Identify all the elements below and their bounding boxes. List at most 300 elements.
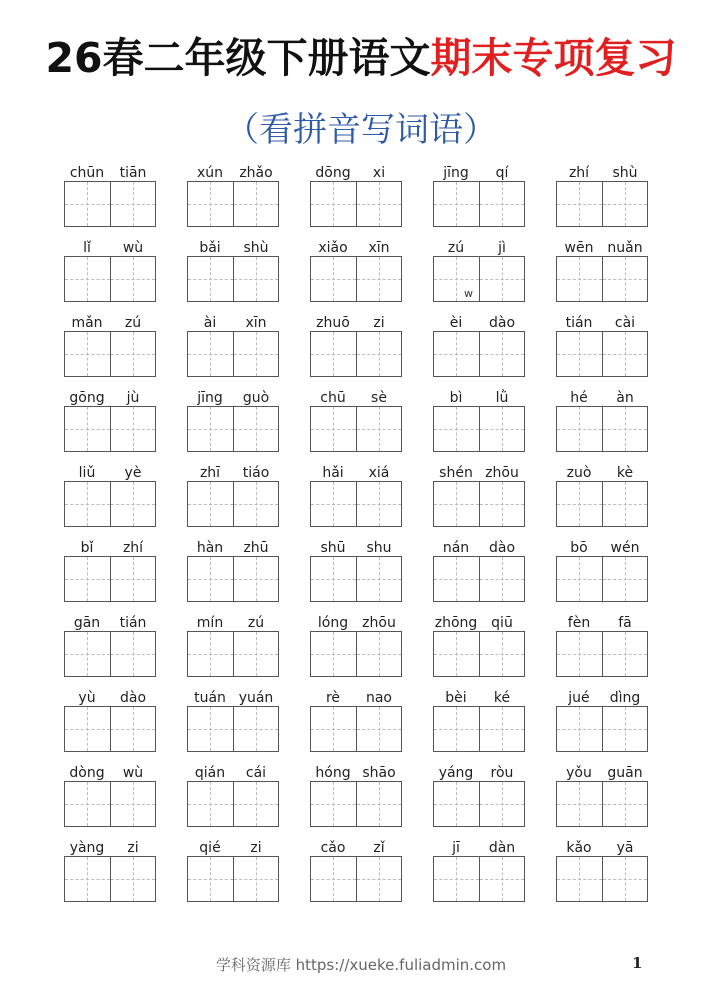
writing-boxes bbox=[310, 856, 402, 902]
pinyin-row bbox=[187, 164, 279, 182]
pinyin-syllable: xīn bbox=[245, 315, 267, 331]
tian-zi-box[interactable] bbox=[356, 707, 402, 751]
pinyin-row bbox=[310, 689, 402, 707]
tian-zi-box[interactable] bbox=[110, 782, 156, 826]
tian-zi-box[interactable] bbox=[479, 182, 525, 226]
writing-boxes bbox=[187, 331, 279, 377]
tian-zi-box[interactable] bbox=[557, 557, 602, 601]
word-item bbox=[310, 460, 402, 527]
pinyin-row bbox=[556, 839, 648, 857]
page-subtitle: （看拼音写词语） bbox=[225, 110, 497, 150]
word-item bbox=[187, 310, 279, 377]
tian-zi-box[interactable] bbox=[602, 857, 648, 901]
pinyin-syllable: qié bbox=[199, 840, 221, 856]
tian-zi-box[interactable] bbox=[311, 632, 356, 676]
writing-boxes bbox=[187, 556, 279, 602]
stray-mark: w bbox=[464, 287, 473, 300]
tian-zi-box[interactable] bbox=[434, 482, 479, 526]
tian-zi-box[interactable] bbox=[311, 857, 356, 901]
pinyin-row bbox=[187, 764, 279, 782]
pinyin-syllable: nao bbox=[365, 690, 393, 706]
pinyin-syllable: lǐ bbox=[83, 240, 91, 256]
tian-zi-box[interactable] bbox=[557, 782, 602, 826]
page-number: 1 bbox=[632, 954, 643, 972]
pinyin-syllable: zhōu bbox=[485, 465, 519, 481]
tian-zi-box[interactable] bbox=[602, 557, 648, 601]
tian-zi-box[interactable] bbox=[557, 407, 602, 451]
pinyin-row bbox=[64, 539, 156, 557]
tian-zi-box[interactable] bbox=[356, 557, 402, 601]
pinyin-row bbox=[64, 314, 156, 332]
tian-zi-box[interactable] bbox=[233, 782, 279, 826]
word-item bbox=[310, 235, 402, 302]
pinyin-syllable: jù bbox=[126, 390, 140, 406]
tian-zi-box[interactable] bbox=[479, 707, 525, 751]
writing-boxes bbox=[433, 481, 525, 527]
pinyin-syllable: shāo bbox=[362, 765, 396, 781]
pinyin-syllable: shén bbox=[439, 465, 473, 481]
pinyin-row bbox=[310, 839, 402, 857]
pinyin-syllable: shu bbox=[366, 540, 392, 556]
pinyin-row bbox=[433, 314, 525, 332]
pinyin-syllable: qí bbox=[495, 165, 509, 181]
pinyin-row bbox=[64, 389, 156, 407]
tian-zi-box[interactable] bbox=[65, 707, 110, 751]
word-item bbox=[187, 610, 279, 677]
writing-boxes bbox=[64, 631, 156, 677]
word-grid bbox=[64, 160, 648, 905]
pinyin-syllable: nán bbox=[442, 540, 470, 556]
word-item bbox=[310, 610, 402, 677]
pinyin-row bbox=[187, 689, 279, 707]
pinyin-row bbox=[433, 839, 525, 857]
pinyin-syllable: zuò bbox=[566, 465, 592, 481]
tian-zi-box[interactable] bbox=[110, 632, 156, 676]
word-item bbox=[64, 535, 156, 602]
pinyin-syllable: zi bbox=[373, 315, 385, 331]
word-item bbox=[187, 760, 279, 827]
tian-zi-box[interactable] bbox=[311, 407, 356, 451]
tian-zi-box[interactable] bbox=[188, 632, 233, 676]
writing-boxes bbox=[556, 781, 648, 827]
word-item bbox=[556, 835, 648, 902]
writing-boxes bbox=[64, 706, 156, 752]
word-item bbox=[556, 685, 648, 752]
word-item bbox=[64, 685, 156, 752]
tian-zi-box[interactable] bbox=[65, 857, 110, 901]
word-item bbox=[556, 385, 648, 452]
pinyin-syllable: bèi bbox=[445, 690, 467, 706]
writing-boxes bbox=[64, 556, 156, 602]
tian-zi-box[interactable] bbox=[65, 557, 110, 601]
word-item bbox=[64, 385, 156, 452]
writing-boxes bbox=[64, 331, 156, 377]
pinyin-syllable: zhōu bbox=[362, 615, 396, 631]
word-item bbox=[64, 460, 156, 527]
pinyin-syllable: yù bbox=[78, 690, 96, 706]
writing-boxes bbox=[310, 256, 402, 302]
pinyin-syllable: fèn bbox=[567, 615, 591, 631]
pinyin-syllable: zhū bbox=[243, 540, 269, 556]
tian-zi-box[interactable] bbox=[233, 182, 279, 226]
tian-zi-box[interactable] bbox=[188, 182, 233, 226]
word-item bbox=[433, 760, 525, 827]
tian-zi-box[interactable] bbox=[356, 782, 402, 826]
pinyin-syllable: tián bbox=[119, 615, 147, 631]
tian-zi-box[interactable] bbox=[188, 557, 233, 601]
pinyin-row bbox=[556, 389, 648, 407]
pinyin-syllable: tiān bbox=[119, 165, 147, 181]
pinyin-syllable: xīn bbox=[368, 240, 390, 256]
tian-zi-box[interactable] bbox=[557, 632, 602, 676]
word-item bbox=[187, 460, 279, 527]
word-item bbox=[556, 310, 648, 377]
footer-source: 学科资源库 https://xueke.fuliadmin.com bbox=[215, 956, 507, 974]
pinyin-syllable: yáng bbox=[438, 765, 474, 781]
tian-zi-box[interactable] bbox=[65, 257, 110, 301]
pinyin-syllable: lǜ bbox=[495, 390, 509, 406]
word-item bbox=[64, 310, 156, 377]
pinyin-syllable: ài bbox=[203, 315, 217, 331]
pinyin-row bbox=[433, 389, 525, 407]
pinyin-row bbox=[64, 614, 156, 632]
pinyin-syllable: tuán bbox=[194, 690, 226, 706]
writing-boxes bbox=[433, 706, 525, 752]
word-item bbox=[433, 235, 525, 302]
pinyin-syllable: rè bbox=[325, 690, 341, 706]
tian-zi-box[interactable] bbox=[356, 332, 402, 376]
pinyin-syllable: jī bbox=[452, 840, 460, 856]
tian-zi-box[interactable] bbox=[602, 632, 648, 676]
tian-zi-box[interactable] bbox=[557, 707, 602, 751]
pinyin-syllable: shù bbox=[243, 240, 269, 256]
pinyin-row bbox=[433, 614, 525, 632]
tian-zi-box[interactable] bbox=[110, 257, 156, 301]
tian-zi-box[interactable] bbox=[356, 407, 402, 451]
pinyin-row bbox=[433, 539, 525, 557]
tian-zi-box[interactable] bbox=[110, 707, 156, 751]
tian-zi-box[interactable] bbox=[602, 782, 648, 826]
page-title bbox=[0, 28, 722, 88]
tian-zi-box[interactable] bbox=[602, 332, 648, 376]
word-item bbox=[433, 835, 525, 902]
pinyin-syllable: kǎo bbox=[566, 840, 592, 856]
word-item bbox=[310, 385, 402, 452]
tian-zi-box[interactable] bbox=[434, 332, 479, 376]
pinyin-syllable: zhī bbox=[199, 465, 221, 481]
pinyin-syllable: zhí bbox=[122, 540, 144, 556]
writing-boxes bbox=[556, 181, 648, 227]
tian-zi-box[interactable] bbox=[356, 857, 402, 901]
tian-zi-box[interactable] bbox=[557, 857, 602, 901]
tian-zi-box[interactable] bbox=[311, 482, 356, 526]
tian-zi-box[interactable] bbox=[188, 857, 233, 901]
word-item bbox=[433, 610, 525, 677]
tian-zi-box[interactable] bbox=[311, 182, 356, 226]
pinyin-row bbox=[556, 464, 648, 482]
tian-zi-box[interactable] bbox=[557, 482, 602, 526]
word-item bbox=[433, 535, 525, 602]
writing-boxes bbox=[556, 256, 648, 302]
pinyin-syllable: zhǎo bbox=[239, 165, 273, 181]
word-item bbox=[187, 160, 279, 227]
pinyin-syllable: zi bbox=[250, 840, 262, 856]
pinyin-syllable: nuǎn bbox=[607, 240, 643, 256]
pinyin-syllable: zú bbox=[124, 315, 142, 331]
pinyin-row bbox=[310, 164, 402, 182]
writing-boxes bbox=[433, 256, 525, 302]
tian-zi-box[interactable] bbox=[233, 257, 279, 301]
title-main: 26春二年级下册语文 bbox=[45, 34, 431, 82]
pinyin-syllable: jīng bbox=[443, 165, 469, 181]
tian-zi-box[interactable] bbox=[188, 257, 233, 301]
tian-zi-box[interactable] bbox=[188, 482, 233, 526]
tian-zi-box[interactable] bbox=[479, 332, 525, 376]
tian-zi-box[interactable] bbox=[110, 482, 156, 526]
tian-zi-box[interactable] bbox=[110, 407, 156, 451]
tian-zi-box[interactable] bbox=[65, 782, 110, 826]
tian-zi-box[interactable] bbox=[110, 857, 156, 901]
pinyin-row bbox=[64, 164, 156, 182]
tian-zi-box[interactable] bbox=[557, 332, 602, 376]
pinyin-syllable: wù bbox=[122, 240, 144, 256]
writing-boxes bbox=[187, 631, 279, 677]
word-item bbox=[433, 385, 525, 452]
pinyin-syllable: liǔ bbox=[78, 465, 96, 481]
tian-zi-box[interactable] bbox=[434, 557, 479, 601]
pinyin-syllable: hǎi bbox=[322, 465, 344, 481]
word-item bbox=[310, 160, 402, 227]
pinyin-syllable: zú bbox=[447, 240, 465, 256]
tian-zi-box[interactable] bbox=[188, 332, 233, 376]
tian-zi-box[interactable] bbox=[434, 707, 479, 751]
word-item bbox=[310, 535, 402, 602]
pinyin-row bbox=[556, 689, 648, 707]
tian-zi-box[interactable] bbox=[557, 182, 602, 226]
tian-zi-box[interactable] bbox=[233, 857, 279, 901]
writing-boxes bbox=[556, 481, 648, 527]
writing-boxes bbox=[310, 481, 402, 527]
pinyin-syllable: bǎi bbox=[199, 240, 221, 256]
pinyin-syllable: bǐ bbox=[80, 540, 94, 556]
pinyin-row bbox=[310, 764, 402, 782]
pinyin-syllable: dōng bbox=[315, 165, 351, 181]
pinyin-row bbox=[187, 539, 279, 557]
tian-zi-box[interactable] bbox=[479, 632, 525, 676]
pinyin-syllable: wén bbox=[610, 540, 640, 556]
pinyin-syllable: ròu bbox=[490, 765, 514, 781]
tian-zi-box[interactable] bbox=[188, 707, 233, 751]
pinyin-syllable: àn bbox=[616, 390, 634, 406]
writing-boxes bbox=[433, 331, 525, 377]
pinyin-syllable: jì bbox=[498, 240, 506, 256]
tian-zi-box[interactable] bbox=[311, 782, 356, 826]
pinyin-row bbox=[310, 614, 402, 632]
tian-zi-box[interactable] bbox=[65, 632, 110, 676]
tian-zi-box[interactable] bbox=[356, 257, 402, 301]
tian-zi-box[interactable] bbox=[110, 332, 156, 376]
pinyin-row bbox=[64, 689, 156, 707]
pinyin-row bbox=[556, 314, 648, 332]
pinyin-row bbox=[556, 764, 648, 782]
tian-zi-box[interactable] bbox=[479, 857, 525, 901]
pinyin-syllable: cái bbox=[245, 765, 267, 781]
writing-boxes bbox=[187, 256, 279, 302]
pinyin-syllable: xún bbox=[196, 165, 224, 181]
pinyin-syllable: yuán bbox=[238, 690, 274, 706]
pinyin-row bbox=[433, 239, 525, 257]
tian-zi-box[interactable] bbox=[65, 182, 110, 226]
word-item bbox=[187, 835, 279, 902]
word-item bbox=[187, 685, 279, 752]
pinyin-syllable: cài bbox=[614, 315, 636, 331]
tian-zi-box[interactable] bbox=[65, 332, 110, 376]
tian-zi-box[interactable] bbox=[188, 407, 233, 451]
tian-zi-box[interactable] bbox=[356, 182, 402, 226]
tian-zi-box[interactable] bbox=[479, 407, 525, 451]
pinyin-row bbox=[310, 464, 402, 482]
word-item bbox=[433, 310, 525, 377]
writing-boxes bbox=[64, 856, 156, 902]
tian-zi-box[interactable] bbox=[434, 782, 479, 826]
word-item bbox=[187, 535, 279, 602]
pinyin-syllable: fā bbox=[618, 615, 632, 631]
pinyin-row bbox=[64, 239, 156, 257]
word-item bbox=[433, 460, 525, 527]
tian-zi-box[interactable] bbox=[311, 257, 356, 301]
pinyin-syllable: zú bbox=[247, 615, 265, 631]
writing-boxes bbox=[310, 781, 402, 827]
word-item bbox=[556, 610, 648, 677]
writing-boxes bbox=[310, 631, 402, 677]
pinyin-syllable: guò bbox=[242, 390, 270, 406]
tian-zi-box[interactable] bbox=[479, 782, 525, 826]
pinyin-syllable: dìng bbox=[609, 690, 641, 706]
pinyin-row bbox=[64, 839, 156, 857]
tian-zi-box[interactable] bbox=[188, 782, 233, 826]
writing-boxes bbox=[556, 406, 648, 452]
writing-boxes bbox=[433, 406, 525, 452]
word-item bbox=[64, 235, 156, 302]
tian-zi-box[interactable] bbox=[602, 482, 648, 526]
word-item bbox=[556, 535, 648, 602]
tian-zi-box[interactable] bbox=[233, 332, 279, 376]
tian-zi-box[interactable] bbox=[602, 707, 648, 751]
pinyin-syllable: zhí bbox=[568, 165, 590, 181]
tian-zi-box[interactable] bbox=[434, 632, 479, 676]
writing-boxes bbox=[187, 481, 279, 527]
pinyin-row bbox=[556, 539, 648, 557]
pinyin-syllable: jué bbox=[568, 690, 590, 706]
writing-boxes bbox=[64, 256, 156, 302]
pinyin-row bbox=[433, 764, 525, 782]
tian-zi-box[interactable] bbox=[356, 482, 402, 526]
tian-zi-box[interactable] bbox=[602, 257, 648, 301]
pinyin-syllable: kè bbox=[616, 465, 634, 481]
tian-zi-box[interactable] bbox=[479, 557, 525, 601]
writing-boxes bbox=[310, 406, 402, 452]
writing-boxes bbox=[433, 856, 525, 902]
tian-zi-box[interactable] bbox=[479, 257, 525, 301]
pinyin-syllable: zhōng bbox=[434, 615, 478, 631]
pinyin-syllable: sè bbox=[371, 390, 387, 406]
pinyin-syllable: zǐ bbox=[373, 840, 385, 856]
pinyin-syllable: èi bbox=[449, 315, 463, 331]
pinyin-syllable: bì bbox=[449, 390, 463, 406]
tian-zi-box[interactable] bbox=[356, 632, 402, 676]
writing-boxes bbox=[64, 781, 156, 827]
pinyin-syllable: hóng bbox=[315, 765, 351, 781]
pinyin-syllable: zi bbox=[127, 840, 139, 856]
tian-zi-box[interactable] bbox=[434, 182, 479, 226]
pinyin-syllable: jīng bbox=[197, 390, 223, 406]
tian-zi-box[interactable] bbox=[311, 707, 356, 751]
pinyin-syllable: zhuō bbox=[316, 315, 350, 331]
word-item bbox=[64, 160, 156, 227]
writing-boxes bbox=[310, 706, 402, 752]
word-item bbox=[64, 760, 156, 827]
tian-zi-box[interactable] bbox=[479, 482, 525, 526]
tian-zi-box[interactable] bbox=[233, 482, 279, 526]
writing-boxes bbox=[64, 181, 156, 227]
word-item bbox=[310, 835, 402, 902]
pinyin-row bbox=[64, 464, 156, 482]
pinyin-row bbox=[310, 389, 402, 407]
tian-zi-box[interactable] bbox=[602, 182, 648, 226]
pinyin-row bbox=[556, 239, 648, 257]
writing-boxes bbox=[310, 331, 402, 377]
tian-zi-box[interactable] bbox=[311, 332, 356, 376]
pinyin-syllable: mǎn bbox=[71, 315, 103, 331]
tian-zi-box[interactable] bbox=[65, 482, 110, 526]
pinyin-syllable: tiáo bbox=[242, 465, 270, 481]
tian-zi-box[interactable] bbox=[110, 182, 156, 226]
writing-boxes bbox=[187, 856, 279, 902]
word-item bbox=[556, 760, 648, 827]
pinyin-syllable: hàn bbox=[196, 540, 224, 556]
tian-zi-box[interactable] bbox=[557, 257, 602, 301]
tian-zi-box[interactable] bbox=[233, 407, 279, 451]
pinyin-syllable: shù bbox=[612, 165, 638, 181]
pinyin-syllable: dào bbox=[488, 540, 516, 556]
tian-zi-box[interactable] bbox=[233, 557, 279, 601]
tian-zi-box[interactable] bbox=[233, 632, 279, 676]
pinyin-row bbox=[187, 239, 279, 257]
pinyin-row bbox=[187, 314, 279, 332]
tian-zi-box[interactable] bbox=[602, 407, 648, 451]
tian-zi-box[interactable] bbox=[233, 707, 279, 751]
tian-zi-box[interactable] bbox=[434, 857, 479, 901]
word-item bbox=[310, 310, 402, 377]
pinyin-row bbox=[310, 239, 402, 257]
tian-zi-box[interactable] bbox=[434, 407, 479, 451]
tian-zi-box[interactable] bbox=[65, 407, 110, 451]
pinyin-syllable: qiū bbox=[491, 615, 513, 631]
writing-boxes bbox=[187, 781, 279, 827]
writing-boxes bbox=[310, 181, 402, 227]
tian-zi-box[interactable] bbox=[311, 557, 356, 601]
tian-zi-box[interactable] bbox=[110, 557, 156, 601]
pinyin-row bbox=[64, 764, 156, 782]
pinyin-row bbox=[433, 164, 525, 182]
pinyin-syllable: xi bbox=[372, 165, 386, 181]
writing-boxes bbox=[433, 556, 525, 602]
writing-boxes bbox=[64, 406, 156, 452]
writing-boxes bbox=[556, 631, 648, 677]
writing-boxes bbox=[556, 331, 648, 377]
pinyin-syllable: shū bbox=[320, 540, 346, 556]
pinyin-syllable: ké bbox=[493, 690, 511, 706]
